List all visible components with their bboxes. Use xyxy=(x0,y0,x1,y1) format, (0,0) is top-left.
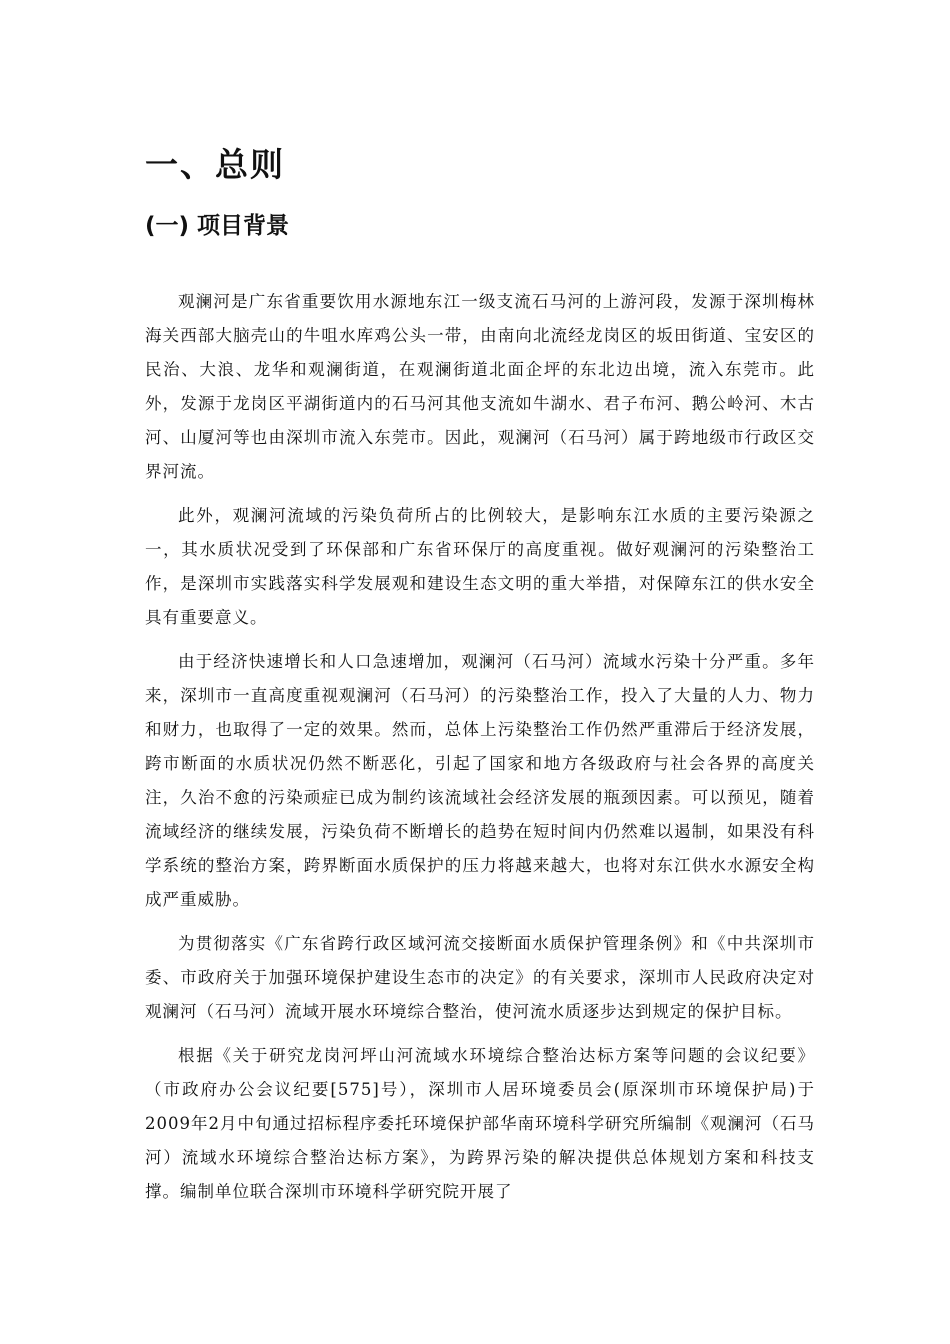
chapter-heading: 一、总则 xyxy=(145,145,285,184)
body-text xyxy=(145,285,815,1219)
section-heading: (一) 项目背景 xyxy=(145,213,290,239)
paragraph-2: 此外，观澜河流域的污染负荷所占的比例较大，是影响东江水质的主要污染源之一，其水质状况受到了环保部和广东省环保厅的高度重视。做好观澜河的污染整治工作，是深圳市实践落实科学发展观和建设生态文明的重大举措，对保障东江的供水安全具有重要意义。 xyxy=(145,506,815,627)
paragraph-1: 观澜河是广东省重要饮用水源地东江一级支流石马河的上游河段，发源于深圳梅林海关西部大脑壳山的牛咀水库鸡公头一带，由南向北流经龙岗区的坂田街道、宝安区的民治、大浪、龙华和观澜街道，在观澜街道北面企坪的东北边出境，流入东莞市。此外，发源于龙岗区平湖街道内的石马河其他支流如牛湖水、君子布河、鹅公岭河、木古河、山厦河等也由深圳市流入东莞市。因此，观澜河（石马河）属于跨地级市行政区交界河流。 xyxy=(145,292,815,481)
paragraph-4: 为贯彻落实《广东省跨行政区域河流交接断面水质保护管理条例》和《中共深圳市委、市政府关于加强环境保护建设生态市的决定》的有关要求，深圳市人民政府决定对观澜河（石马河）流域开展水环境综合整治，使河流水质逐步达到规定的保护目标。 xyxy=(145,934,815,1021)
paragraph-3: 由于经济快速增长和人口急速增加，观澜河（石马河）流域水污染十分严重。多年来，深圳市一直高度重视观澜河（石马河）的污染整治工作，投入了大量的人力、物力和财力，也取得了一定的效果。然而，总体上污染整治工作仍然严重滞后于经济发展，跨市断面的水质状况仍然不断恶化，引起了国家和地方各级政府与社会各界的高度关注，久治不愈的污染顽症已成为制约该流域社会经济发展的瓶颈因素。可以预见，随着流域经济的继续发展，污染负荷不断增长的趋势在短时间内仍然难以遏制，如果没有科学系统的整治方案，跨界断面水质保护的压力将越来越大，也将对东江供水水源安全构成严重威胁。 xyxy=(145,652,815,909)
paragraph-5: 根据《关于研究龙岗河坪山河流域水环境综合整治达标方案等问题的会议纪要》（市政府办公会议纪要[575]号），深圳市人居环境委员会(原深圳市环境保护局)于2009年2月中旬通过招标程序委托环境保护部华南环境科学研究所编制《观澜河（石马河）流域水环境综合整治达标方案》，为跨界污染的解决提供总体规划方案和科技支撑。编制单位联合深圳市环境科学研究院开展了 xyxy=(145,1046,815,1201)
